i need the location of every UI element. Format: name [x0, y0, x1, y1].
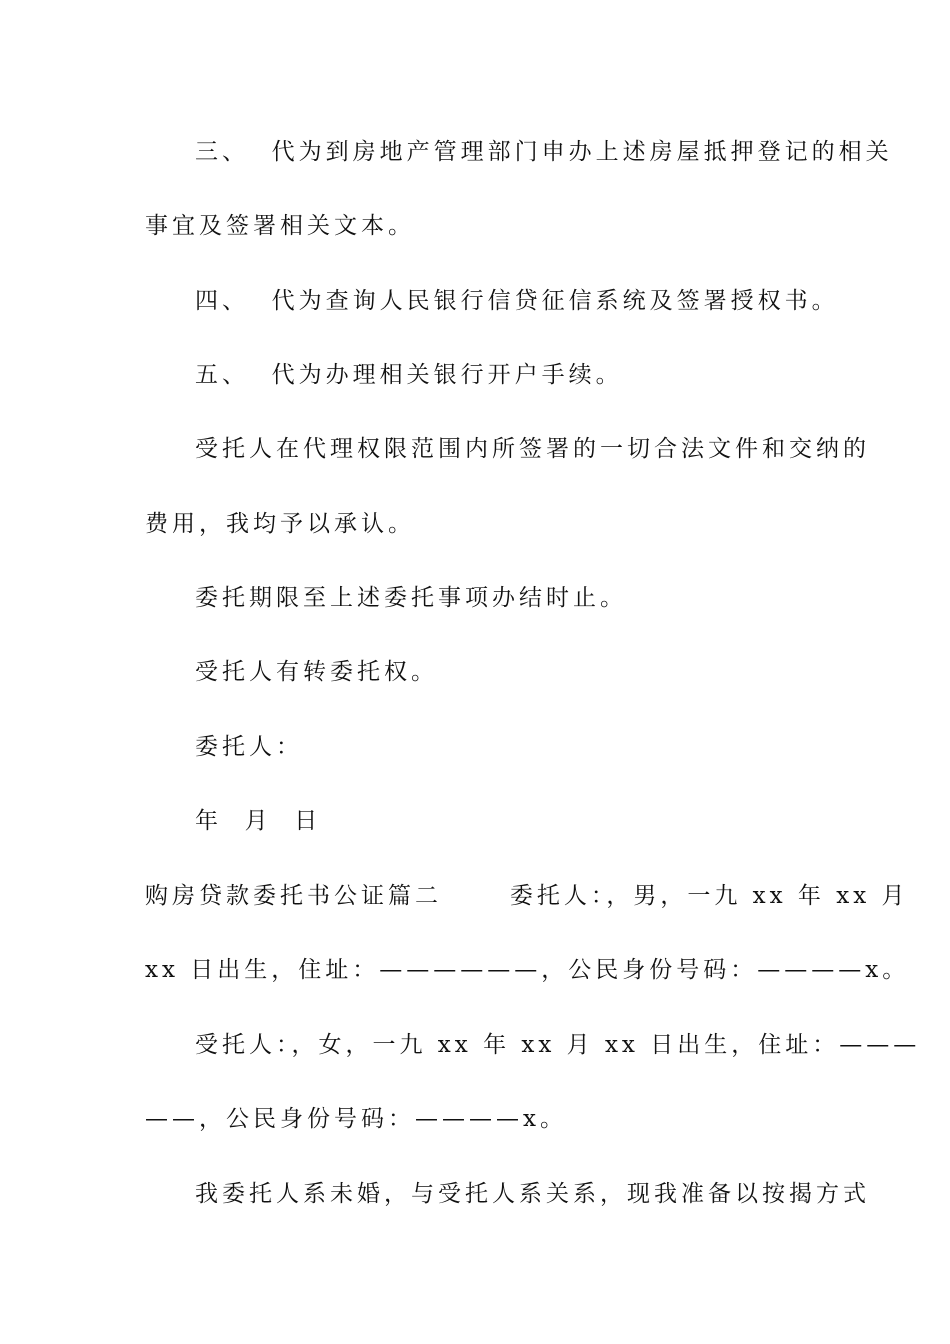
paragraph-term: 委托期限至上述委托事项办结时止。 [195, 585, 627, 611]
paragraph-item-3-continued: 事宜及签署相关文本。 [145, 213, 415, 239]
principal-info-line: xx 日出生，住址：——————，公民身份号码：————x。 [145, 957, 910, 983]
paragraph-item-3: 三、 代为到房地产管理部门申办上述房屋抵押登记的相关 [195, 139, 893, 165]
agent-info-line: 受托人：，女，一九 xx 年 xx 月 xx 日出生，住址：——— [195, 1032, 921, 1058]
principal-signature-label: 委托人： [195, 734, 303, 760]
paragraph-item-5: 五、 代为办理相关银行开户手续。 [195, 362, 623, 388]
paragraph-acceptance-continued: 费用，我均予以承认。 [145, 511, 415, 537]
relationship-paragraph: 我委托人系未婚，与受托人系关系，现我准备以按揭方式 [195, 1181, 870, 1207]
paragraph-acceptance: 受托人在代理权限范围内所签署的一切合法文件和交纳的 [195, 436, 870, 462]
agent-info-continued: ——，公民身份号码：————x。 [145, 1106, 567, 1132]
date-line: 年 月 日 [195, 808, 322, 834]
section-two-heading-line: 购房贷款委托书公证篇二 委托人：，男，一九 xx 年 xx 月 [145, 883, 909, 909]
paragraph-sub-delegation: 受托人有转委托权。 [195, 659, 438, 685]
paragraph-item-4: 四、 代为查询人民银行信贷征信系统及签署授权书。 [195, 288, 839, 314]
